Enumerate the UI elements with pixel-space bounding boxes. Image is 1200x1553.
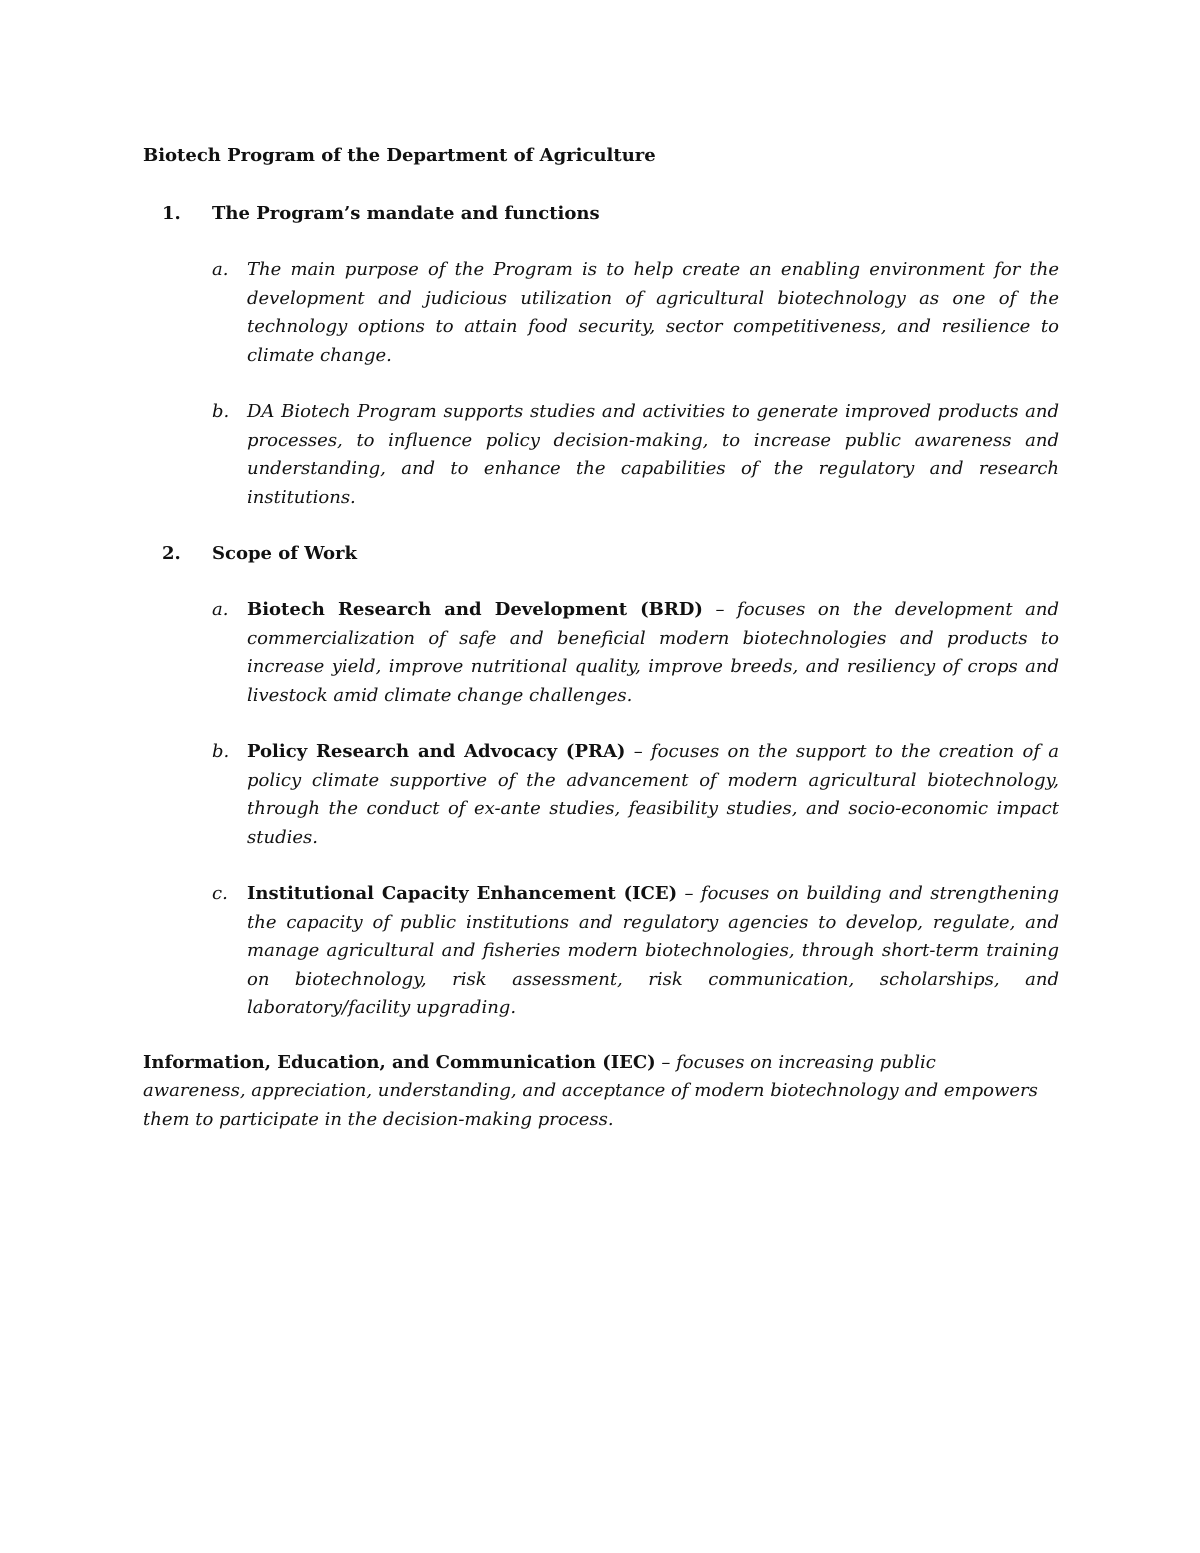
item-letter: b. xyxy=(212,741,230,762)
closing-term: Information, Education, and Communication (IEC) xyxy=(143,1051,656,1073)
section-number: 2. xyxy=(162,543,181,564)
item-text xyxy=(247,596,1059,710)
document-page xyxy=(143,142,1059,1134)
section-title: Scope of Work xyxy=(212,543,357,564)
document-title: Biotech Program of the Department of Agriculture xyxy=(143,145,656,166)
section-title: The Program’s mandate and functions xyxy=(212,203,600,224)
closing-paragraph xyxy=(143,1049,1043,1135)
item-term: Biotech Research and Development (BRD) xyxy=(247,599,703,620)
list-item xyxy=(143,596,1059,710)
item-term: Institutional Capacity Enhancement (ICE) xyxy=(247,883,678,904)
item-text: The main purpose of the Program is to help create an enabling environment for the development and judicious utilization of agricultural biotechnology as one of the technology options to attain food security, sector competitiveness, and resilience to climate change. xyxy=(247,259,1059,366)
item-letter: a. xyxy=(212,599,229,620)
list-item xyxy=(143,880,1059,1023)
section-number: 1. xyxy=(162,203,181,224)
closing-description: – focuses on increasing public awareness, appreciation, understanding, and acceptance of modern biotechnology and empowers them to participate in the decision-making process. xyxy=(143,1051,1038,1130)
section-heading-mandate xyxy=(143,200,1059,228)
item-term: Policy Research and Advocacy (PRA) xyxy=(247,741,626,762)
item-letter: a. xyxy=(212,259,229,280)
item-text xyxy=(247,738,1059,852)
item-description: – focuses on the support to the creation of a policy climate supportive of the advancement of modern agricultural biotechnology, through the conduct of ex-ante studies, feasibility studies, and socio-economic impact studies. xyxy=(247,741,1060,848)
item-letter: b. xyxy=(212,401,230,422)
section-heading-scope xyxy=(143,540,1059,568)
item-text: DA Biotech Program supports studies and activities to generate improved products and processes, to influence policy decision-making, to increase public awareness and understanding, and to enhance the capabilities of the regulatory and research institutions. xyxy=(247,401,1059,508)
item-text xyxy=(247,880,1059,1023)
list-item xyxy=(143,256,1059,370)
item-description: – focuses on building and strengthening the capacity of public institutions and regulatory agencies to develop, regulate, and manage agricultural and fisheries modern biotechnologies, through short-term training on biotechnology, risk assessment, risk communication, scholarships, and laboratory/facility upgrading. xyxy=(247,883,1059,1018)
item-letter: c. xyxy=(212,883,228,904)
list-item xyxy=(143,398,1059,512)
item-description: – focuses on the development and commercialization of safe and beneficial modern biotechnologies and products to increase yield, improve nutritional quality, improve breeds, and resiliency of crops and livestock amid climate change challenges. xyxy=(247,599,1059,706)
list-item xyxy=(143,738,1059,852)
